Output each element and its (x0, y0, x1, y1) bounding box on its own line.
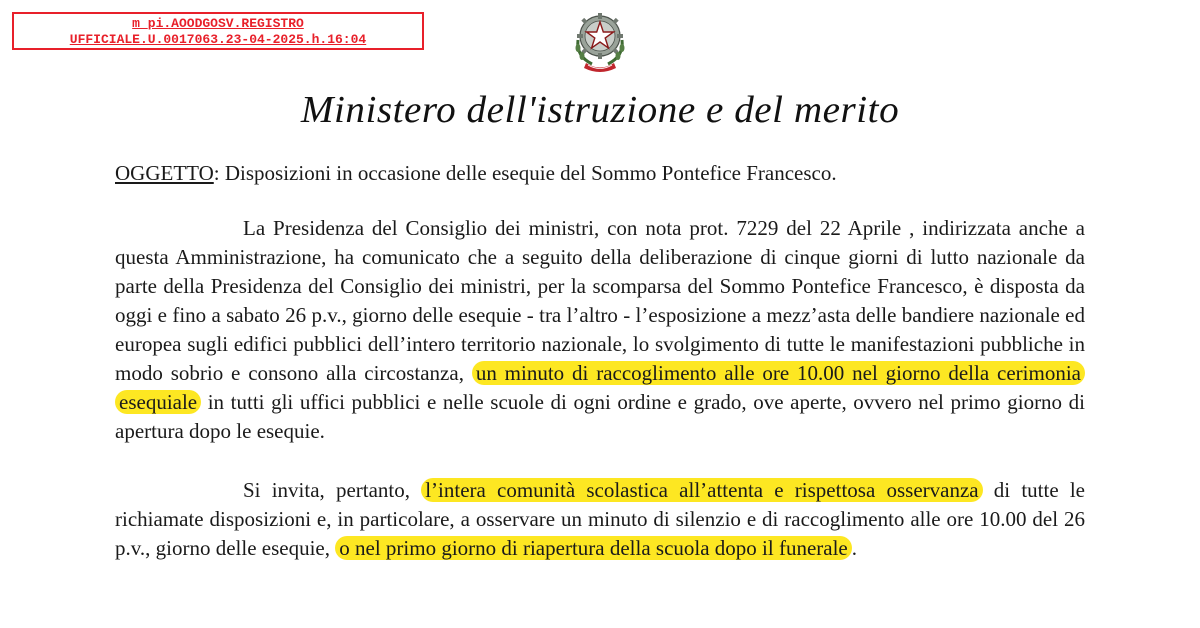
paragraph2-highlight-1: l’intera comunità scolastica all’attenta e rispettosa osservanza (421, 478, 982, 502)
paragraph2-text-after: . (851, 536, 858, 560)
ministry-title: Ministero dell'istruzione e del merito (300, 89, 900, 131)
paragraph1-text-before: La Presidenza del Consiglio dei ministri, con nota prot. 7229 del 22 Aprile , indirizzata anche a questa Amministrazione, ha comunicato che a seguito della deliberazione di cinque giorni di lutto nazionale da parte della Presidenza del Consiglio dei ministri, per la scomparsa del Sommo Pontefice Francesco, è disposta da oggi e fino a sabato 26 p.v., giorno delle esequie - tra l’altro - l’esposizione a mezz’asta delle bandiere nazionale ed europea sugli edifici pubblici dell’intero territorio nazionale, lo svolgimento di tutte le manifestazioni pubbliche in modo sobrio e consono alla circostanza, (115, 216, 1085, 385)
protocol-stamp-line2: UFFICIALE.U.0017063.23-04-2025.h.16:04 (69, 32, 367, 47)
paragraph2-text-before: Si invita, pertanto, (243, 478, 422, 502)
subject-line (115, 160, 837, 186)
subject-text: Disposizioni in occasione delle esequie del Sommo Pontefice Francesco. (219, 161, 837, 185)
paragraph2-text-middle: di tutte le richiamate disposizioni e, in particolare, a osservare un minuto di silenzio e di raccoglimento alle ore 10.00 del 26 p.v., giorno delle esequie, (115, 478, 1085, 560)
body-paragraph-2 (115, 476, 1085, 563)
paragraph2-highlight-2: o nel primo giorno di riapertura della scuola dopo il funerale (335, 536, 852, 560)
protocol-stamp (12, 12, 424, 50)
paragraph1-highlight: un minuto di raccoglimento alle ore 10.00 nel giorno della cerimonia esequiale (115, 361, 1085, 414)
protocol-stamp-line1: m_pi.AOODGOSV.REGISTRO (132, 16, 304, 31)
body-paragraph-1 (115, 214, 1085, 446)
italian-republic-emblem-icon (572, 10, 628, 72)
paragraph1-text-after: in tutti gli uffici pubblici e nelle scuole di ogni ordine e grado, ove aperte, ovvero nel primo giorno di apertura dopo le esequie. (115, 390, 1085, 443)
subject-label: OGGETTO (115, 161, 214, 185)
subject-separator: : (213, 161, 220, 185)
